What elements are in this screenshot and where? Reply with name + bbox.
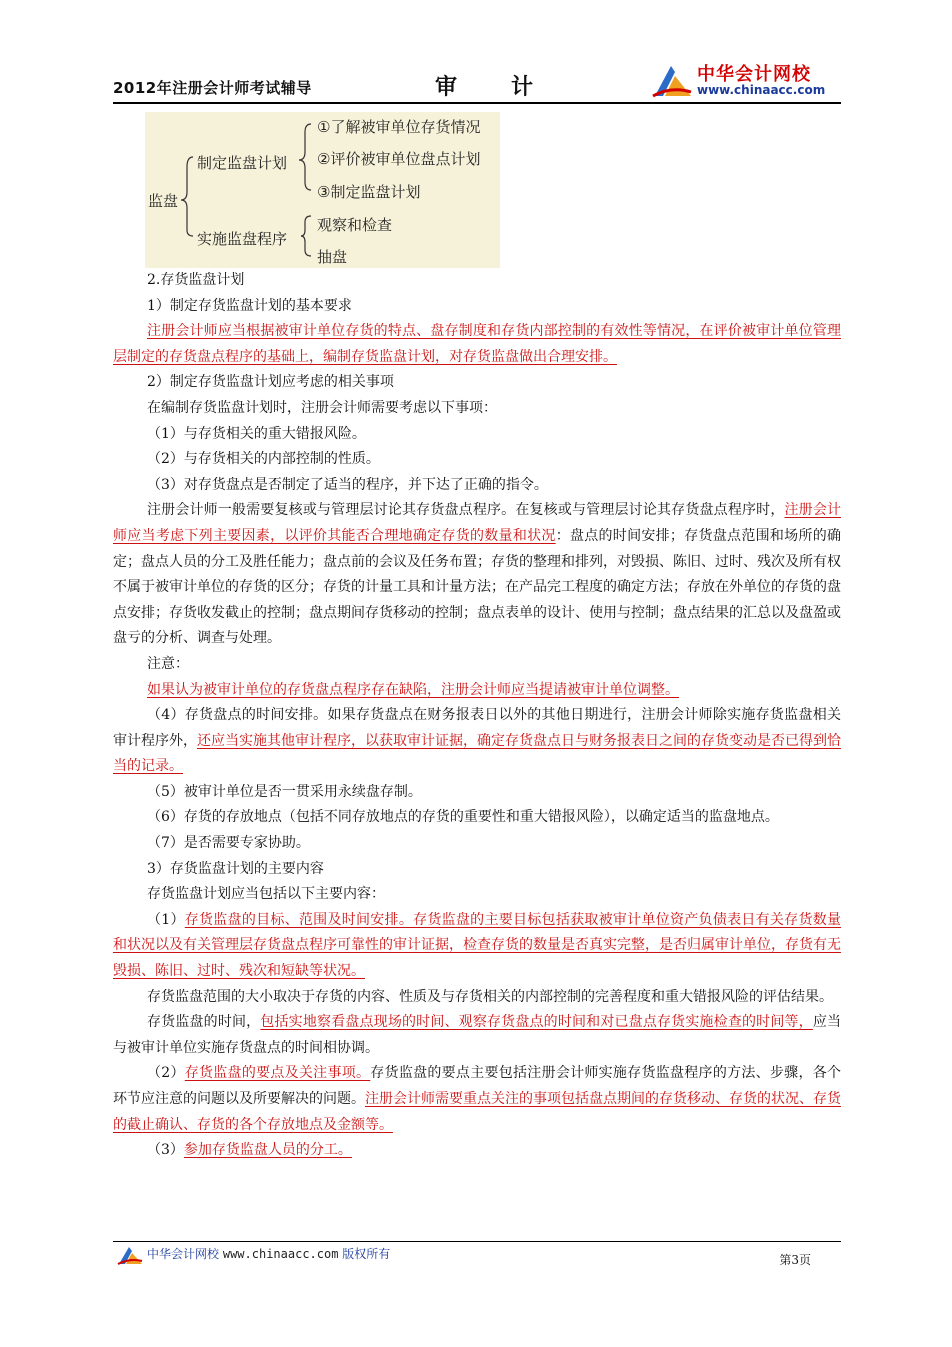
page-footer — [113, 1241, 841, 1271]
note-label: 注意： — [147, 655, 189, 672]
footer-copyright — [147, 1245, 390, 1262]
header-subject — [435, 70, 535, 101]
item-number: （1） — [147, 911, 185, 928]
paragraph-text: ：盘点的时间安排；存货盘点范围和场所的确定；盘点人员的分工及胜任能力；盘点前的会议及任务布置；存货的整理和排列，对毁损、陈旧、过时、残次及所有权不属于被审计单位的存货的区分；存货的计量工具和计量方法；在产品完工程度的确定方法；存放在外单位的存货的盘点安排；存货收发截止的控制；盘点期间存货移动的控制；盘点表单的设计、使用与控制；盘点结果的汇总以及盘盈或盘亏的分析、调查与处理。 — [113, 527, 842, 647]
paragraph — [113, 678, 841, 704]
paragraph: 在编制存货监盘计划时，注册会计师需要考虑以下事项： — [147, 399, 497, 416]
page-number: 第3页 — [779, 1253, 811, 1267]
diagram-execute-item-1: 观察和检查 — [317, 216, 393, 234]
header-subject-char-1: 审 — [435, 75, 460, 100]
list-item: （1）与存货相关的重大错报风险。 — [147, 425, 366, 442]
page-header — [113, 60, 841, 105]
paragraph: 存货监盘范围的大小取决于存货的内容、性质及与存货相关的内部控制的完善程度和重大错报风险的评估结果。 — [147, 988, 833, 1005]
list-item: （5）被审计单位是否一贯采用永续盘存制。 — [147, 783, 422, 800]
footer-brand: 中华会计网校 — [147, 1247, 220, 1261]
paragraph: 存货监盘计划应当包括以下主要内容： — [147, 886, 385, 903]
subsection-heading: 2）制定存货监盘计划应考虑的相关事项 — [147, 374, 394, 391]
list-item — [113, 908, 841, 985]
list-item — [113, 1138, 841, 1164]
paragraph-text: 注册会计师一般需要复核或与管理层讨论其存货盘点程序。在复核或与管理层讨论其存货盘点程序时， — [147, 502, 785, 519]
highlighted-text: 如果认为被审计单位的存货盘点程序存在缺陷，注册会计师应当提请被审计单位调整。 — [147, 681, 679, 698]
logo-triangle-icon — [651, 62, 693, 98]
list-item: （6）存货的存放地点（包括不同存放地点的存货的重要性和重大错报风险），以确定适当的监盘地点。 — [147, 809, 779, 826]
highlighted-text: 还应当实施其他审计程序，以获取审计证据，确定存货盘点日与财务报表日之间的存货变动是否已得到恰当的记录。 — [113, 732, 841, 775]
header-divider — [113, 102, 841, 104]
footer-logo-icon — [117, 1245, 143, 1265]
paragraph-text: 存货监盘的要点主要包括注册会计师实施存货监盘程序的方法、步骤，各个环节应注意的问题以及所要解决的问题。 — [113, 1065, 841, 1107]
list-item: （3）对存货盘点是否制定了适当的程序，并下达了正确的指令。 — [147, 476, 548, 493]
document-body — [113, 268, 841, 1164]
subsection-heading: 3）存货监盘计划的主要内容 — [147, 860, 324, 877]
highlighted-text: 包括实地察看盘点现场的时间、观察存货盘点的时间和对已盘点存货实施检查的时间等， — [260, 1014, 813, 1031]
paragraph-text: 应当与被审计单位实施存货盘点的时间相协调。 — [113, 1014, 842, 1056]
diagram-branch-execute: 实施监盘程序 — [197, 230, 288, 248]
highlighted-text: 存货监盘的目标、范围及时间安排。存货监盘的主要目标包括获取被审计单位资产负债表日有关存货数量和状况以及有关管理层存货盘点程序可靠性的审计证据，检查存货的数量是否真实完整，是否归属审计单位，存货有无毁损、陈旧、过时、残次和短缺等状况。 — [113, 911, 841, 980]
item-number: （2） — [147, 1065, 185, 1082]
diagram-plan-item-2: ②评价被审单位盘点计划 — [317, 150, 481, 168]
list-item: （7）是否需要专家协助。 — [147, 835, 310, 852]
monitoring-diagram — [145, 112, 500, 268]
diagram-root: 监盘 — [148, 192, 179, 210]
list-item — [113, 703, 841, 780]
list-item: （2）与存货相关的内部控制的性质。 — [147, 451, 380, 468]
list-item — [113, 1061, 841, 1138]
paragraph-text: 存货监盘的时间， — [147, 1014, 261, 1031]
logo-url[interactable]: www.chinaacc.com — [697, 83, 826, 97]
highlighted-text: 注册会计师应当考虑下列主要因素，以评价其能否合理地确定存货的数量和状况 — [113, 502, 842, 544]
highlighted-text: 注册会计师应当根据被审计单位存货的特点、盘存制度和存货内部控制的有效性等情况，在评价被审计单位管理层制定的存货盘点程序的基础上，编制存货监盘计划，对存货监盘做出合理安排。 — [113, 323, 841, 365]
highlighted-text: 参加存货监盘人员的分工。 — [183, 1142, 352, 1159]
brand-logo[interactable] — [651, 60, 841, 100]
header-exam-title: 2012年注册会计师考试辅导 — [113, 79, 312, 97]
footer-url[interactable]: www.chinaacc.com — [222, 1247, 339, 1261]
paragraph — [113, 319, 841, 370]
logo-brand-name: 中华会计网校 — [697, 64, 811, 85]
diagram-plan-item-1: ①了解被审单位存货情况 — [317, 118, 481, 136]
diagram-plan-item-3: ③制定监盘计划 — [317, 183, 421, 201]
subsection-heading: 1）制定存货监盘计划的基本要求 — [147, 297, 352, 314]
paragraph — [113, 498, 841, 652]
item-number: （3） — [147, 1142, 184, 1159]
paragraph-text: （4）存货盘点的时间安排。如果存货盘点在财务报表日以外的其他日期进行，注册会计师除实施存货监盘相关审计程序外， — [113, 707, 841, 749]
footer-rights: 版权所有 — [342, 1247, 391, 1261]
diagram-execute-item-2: 抽盘 — [317, 248, 348, 266]
paragraph — [113, 1010, 841, 1061]
highlighted-text: 注册会计师需要重点关注的事项包括盘点期间的存货移动、存货的状况、存货的截止确认、存货的各个存放地点及金额等。 — [113, 1091, 841, 1133]
section-heading: 2.存货监盘计划 — [147, 272, 245, 288]
footer-divider — [113, 1241, 841, 1242]
diagram-branch-plan: 制定监盘计划 — [197, 154, 288, 172]
header-subject-char-2: 计 — [511, 75, 536, 100]
highlighted-text: 存货监盘的要点及关注事项。 — [184, 1065, 371, 1082]
